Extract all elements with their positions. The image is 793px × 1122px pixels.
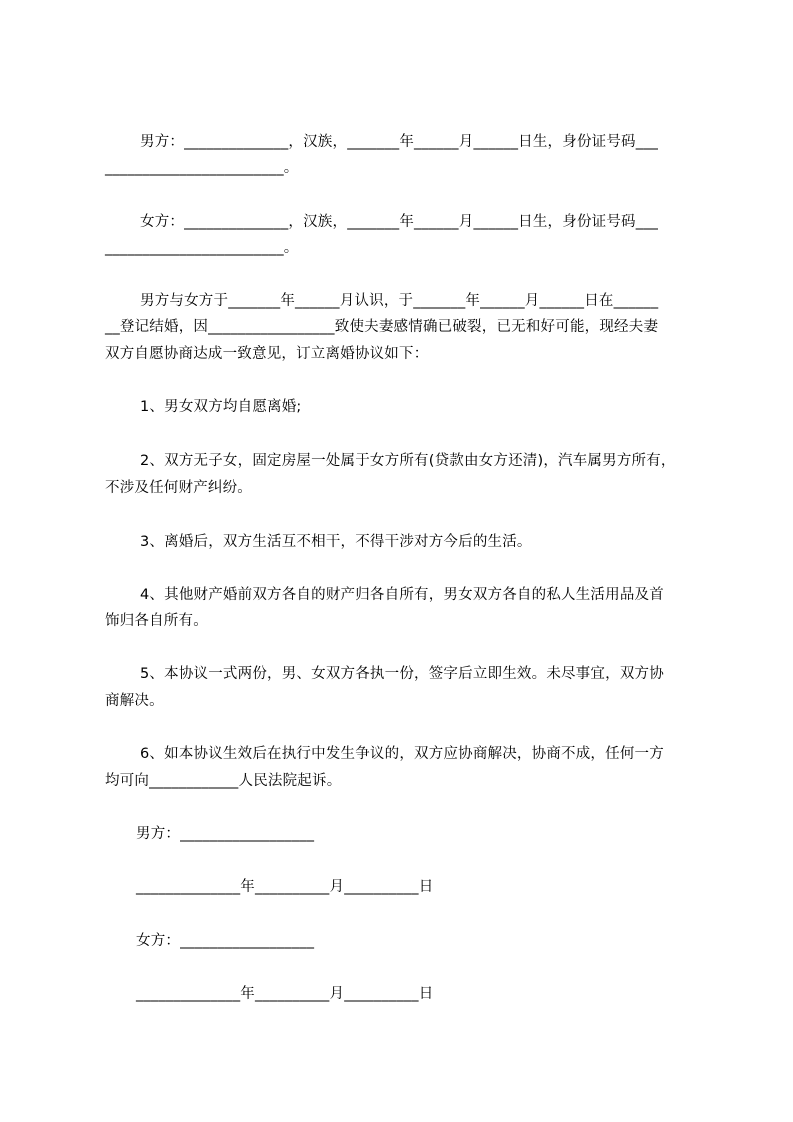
female-info-line: 女方：______________，汉族，_______年______月______日生，身份证号码___ <box>140 214 659 230</box>
intro-line-2: __登记结婚，因_________________致使夫妻感情确已破裂，已无和好可能，现经夫妻 <box>105 319 659 335</box>
clause-1: 1、男女双方均自愿离婚; <box>140 399 302 415</box>
female-date-line: ______________年__________月__________日 <box>136 986 434 1002</box>
clause-4-line-2: 饰归各自所有。 <box>105 613 208 629</box>
clause-6-line-2: 均可向____________人民法院起诉。 <box>105 773 342 789</box>
clause-2-line-1: 2、双方无子女，固定房屋一处属于女方所有(贷款由女方还清)，汽车属男方所有， <box>140 453 676 469</box>
clause-5-line-1: 5、本协议一式两份，男、女双方各执一份，签字后立即生效。未尽事宜，双方协 <box>140 666 664 682</box>
female-id-line: ________________________。 <box>105 240 299 256</box>
male-info-line: 男方：______________，汉族，_______年______月______日生，身份证号码___ <box>140 134 659 150</box>
clause-5-line-2: 商解决。 <box>105 693 164 709</box>
female-signature-line: 女方：__________________ <box>136 933 315 949</box>
clause-3: 3、离婚后，双方生活互不相干，不得干涉对方今后的生活。 <box>140 534 532 550</box>
male-date-line: ______________年__________月__________日 <box>136 879 434 895</box>
clause-2-line-2: 不涉及任何财产纠纷。 <box>105 480 252 496</box>
intro-line-3: 双方自愿协商达成一致意见，订立离婚协议如下： <box>105 346 429 362</box>
intro-line-1: 男方与女方于_______年______月认识，于_______年______月______日在______ <box>140 293 659 309</box>
clause-4-line-1: 4、其他财产婚前双方各自的财产归各自所有，男女双方各自的私人生活用品及首 <box>140 587 664 603</box>
clause-6-line-1: 6、如本协议生效后在执行中发生争议的，双方应协商解决，协商不成，任何一方 <box>140 746 664 762</box>
male-signature-line: 男方：__________________ <box>136 826 315 842</box>
male-id-line: ________________________。 <box>105 160 299 176</box>
